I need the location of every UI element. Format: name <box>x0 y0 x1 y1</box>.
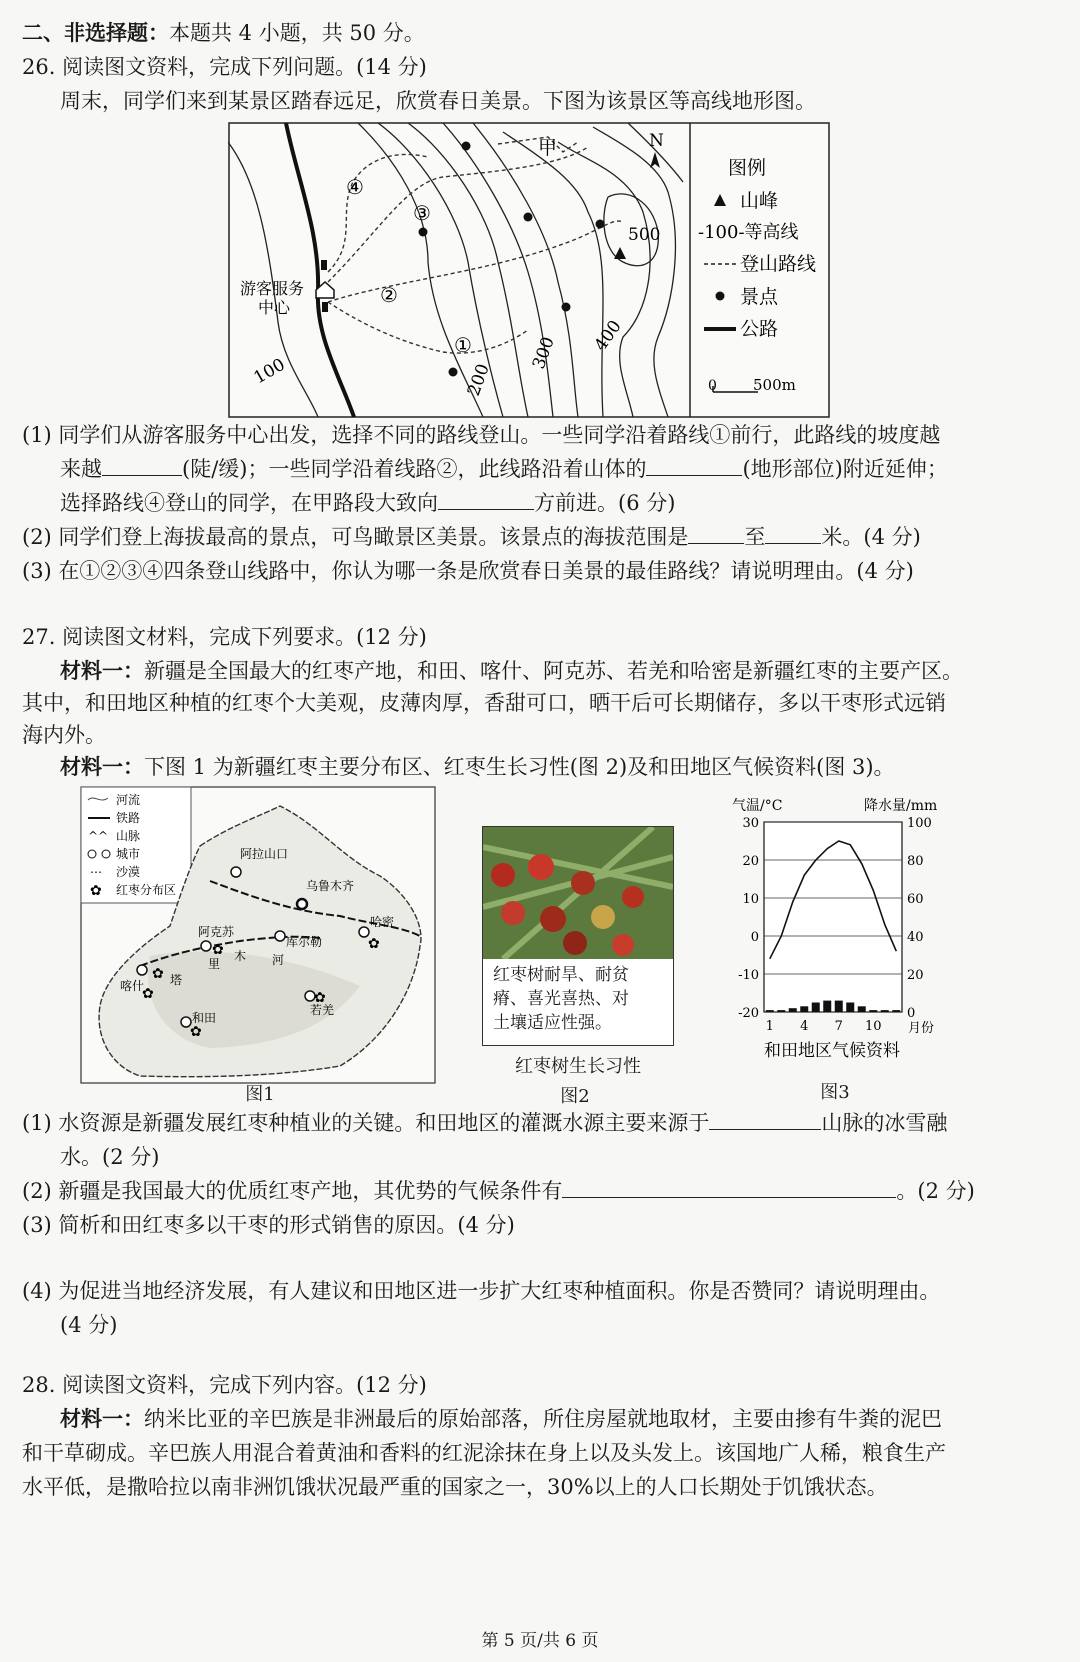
chart-y2-tick: 20 <box>907 968 924 983</box>
q26-1-text: 选择路线④登山的同学，在甲路段大致向 <box>60 491 438 515</box>
material-text: 下图 1 为新疆红枣主要分布区、红枣生长习性(图 2)及和田地区气候资料(图 3)。 <box>144 755 895 779</box>
place-ruoqiang: 若羌 <box>310 1003 335 1017</box>
q26-1-text: 来越 <box>60 457 102 481</box>
answer-blank[interactable] <box>709 1109 821 1130</box>
material-label: 材料一： <box>60 1406 144 1431</box>
fig2-box <box>482 826 674 1046</box>
chart-y-tick: 20 <box>742 854 759 869</box>
fig2-text <box>483 959 673 1039</box>
precip-bar <box>800 1006 808 1012</box>
answer-blank[interactable] <box>562 1177 896 1198</box>
q26-1-line1: (1) 同学们从游客服务中心出发，选择不同的路线登山。一些同学沿着路线①前行，此路线的坡度越 <box>22 423 941 447</box>
legend-desert: 沙漠 <box>116 865 141 879</box>
fig3-caption: 图3 <box>820 1082 850 1103</box>
contour-label-100: 100 <box>250 354 289 389</box>
chart-x-unit: 月份 <box>908 1021 935 1036</box>
river-char-mu: 木 <box>234 949 247 963</box>
legend-railway: 铁路 <box>116 811 141 825</box>
place-alashankou: 阿拉山口 <box>240 847 289 861</box>
legend-spot-icon <box>716 292 725 301</box>
chart-y-tick: 0 <box>750 930 759 945</box>
legend-city: 城市 <box>116 847 141 861</box>
scale-zero: 0 <box>708 378 717 394</box>
scenic-spot <box>449 368 458 377</box>
legend-title: 图例 <box>728 157 767 179</box>
q26-2 <box>22 522 1058 552</box>
answer-blank[interactable] <box>102 455 182 476</box>
river-char-ta: 塔 <box>170 973 183 987</box>
route-label-3: ③ <box>413 201 431 225</box>
q27-2-text: (2) 新疆是我国最大的优质红枣产地，其优势的气候条件有 <box>22 1179 563 1203</box>
q27-m1-line2: 其中，和田地区种植的红枣个大美观，皮薄肉厚，香甜可口，晒干后可长期储存，多以干枣形式远销 <box>22 691 946 715</box>
climate-chart <box>728 796 958 1066</box>
q26-3: (3) 在①②③④四条登山线路中，你认为哪一条是欣赏春日美景的最佳路线？请说明理由。(4 分) <box>22 559 914 583</box>
q27-title: 27. 阅读图文材料，完成下列要求。(12 分) <box>22 625 427 649</box>
place-hami: 哈密 <box>370 915 395 929</box>
jujube-photo <box>483 827 673 959</box>
chart-frame <box>764 822 902 1012</box>
fig2-caption: 图2 <box>560 1086 590 1107</box>
q26-1-text: (陡/缓)；一些同学沿着线路②，此线路沿着山体的 <box>182 457 647 481</box>
q27-m1-line3: 海内外。 <box>22 723 106 747</box>
scenic-spot <box>596 220 605 229</box>
legend-contour: -100-等高线 <box>698 222 799 243</box>
fig2-subtitle: 红枣树生长习性 <box>515 1056 641 1077</box>
precip-bar <box>835 1001 843 1012</box>
material-text: 纳米比亚的辛巴族是非洲最后的原始部落，所住房屋就地取材，主要由掺有牛粪的泥巴 <box>144 1407 942 1431</box>
chart-y-tick: 30 <box>742 816 759 831</box>
city-marker <box>231 867 241 877</box>
precip-bar <box>789 1008 797 1012</box>
place-urumqi: 乌鲁木齐 <box>306 879 355 893</box>
place-hotan: 和田 <box>192 1011 217 1025</box>
chart-title: 和田地区气候资料 <box>764 1041 900 1061</box>
q27-m1-line1 <box>60 656 1058 686</box>
q26-title: 26. 阅读图文资料，完成下列问题。(14 分) <box>22 55 427 79</box>
material-label: 材料一： <box>60 754 144 779</box>
precip-bar <box>766 1010 774 1012</box>
q27-4-cont: (4 分) <box>60 1313 118 1337</box>
fig2-text-line: 红枣树耐旱、耐贫 <box>493 965 629 985</box>
chart-x-tick: 4 <box>800 1019 809 1034</box>
q27-1-text: 山脉的冰雪融 <box>821 1111 948 1135</box>
svg-text:✿: ✿ <box>368 936 380 952</box>
contour-label-200: 200 <box>463 361 494 399</box>
legend-road: 公路 <box>740 318 779 340</box>
q26-1-line2 <box>60 454 1058 484</box>
svg-text:✿: ✿ <box>190 1024 202 1040</box>
q26-1-line3 <box>60 488 1058 518</box>
page-footer: 第 5 页/共 6 页 <box>481 1631 599 1651</box>
chart-y-tick: 10 <box>742 892 759 907</box>
legend-spot: 景点 <box>740 286 779 308</box>
chart-y2-tick: 80 <box>907 854 924 869</box>
material-label: 材料一： <box>60 658 144 683</box>
chart-y-tick: -10 <box>738 968 759 983</box>
legend-jujube: 红枣分布区 <box>116 883 177 897</box>
chart-x-tick: 7 <box>834 1019 843 1034</box>
contour-label-500: 500 <box>628 225 661 245</box>
section-header-bold: 二、非选择题： <box>22 20 169 45</box>
q28-m1-line2: 和干草砌成。辛巴族人用混合着黄油和香料的红泥涂抹在身上以及头发上。该国地广人稀，粮食生产 <box>22 1441 946 1465</box>
legend-jujube-icon: ✿ <box>90 883 102 899</box>
xinjiang-map <box>80 786 436 1084</box>
place-kashi: 喀什 <box>120 979 145 993</box>
q27-1-cont: 水。(2 分) <box>60 1145 160 1169</box>
q27-2 <box>22 1176 1058 1206</box>
legend-peak: 山峰 <box>740 190 779 212</box>
q26-2-text: 至 <box>744 525 766 549</box>
scenic-spot <box>562 303 571 312</box>
city-marker <box>201 941 211 951</box>
shelter-marker <box>321 260 327 270</box>
route-label-4: ④ <box>346 175 364 199</box>
contour-map <box>228 122 830 418</box>
scenic-spot <box>462 142 471 151</box>
legend-route: 登山路线 <box>740 253 817 275</box>
chart-y2-tick: 40 <box>907 930 924 945</box>
place-korla: 库尔勒 <box>286 935 323 949</box>
q27-1 <box>22 1108 1058 1138</box>
svg-text:✿: ✿ <box>142 986 154 1002</box>
chart-y2-tick: 60 <box>907 892 924 907</box>
q26-1-text: 方前进。(6 分) <box>534 491 676 515</box>
answer-blank[interactable] <box>646 455 742 476</box>
answer-blank[interactable] <box>438 489 534 510</box>
scenic-spot <box>524 213 533 222</box>
legend-desert-icon: ⋯ <box>90 865 102 879</box>
svg-text:✿: ✿ <box>152 966 164 982</box>
contour-label-300: 300 <box>528 334 559 372</box>
q26-intro: 周末，同学们来到某景区踏春远足，欣赏春日美景。下图为该景区等高线地形图。 <box>60 89 816 113</box>
jia-label: 甲 <box>538 137 558 159</box>
answer-blank[interactable] <box>688 523 744 544</box>
chart-y2label: 降水量/mm <box>864 798 938 814</box>
q27-1-text: (1) 水资源是新疆发展红枣种植业的关键。和田地区的灌溉水源主要来源于 <box>22 1111 710 1135</box>
q28-title: 28. 阅读图文资料，完成下列内容。(12 分) <box>22 1373 427 1397</box>
fig1-caption: 图1 <box>245 1084 275 1105</box>
chart-y2-tick: 100 <box>907 816 932 831</box>
place-aksu: 阿克苏 <box>198 925 235 939</box>
q26-1-text: (地形部位)附近延伸； <box>742 457 948 481</box>
fig2-text-line: 土壤适应性强。 <box>493 1013 612 1033</box>
city-marker <box>137 965 147 975</box>
city-marker <box>297 899 307 909</box>
section-header-rest: 本题共 4 小题，共 50 分。 <box>169 21 425 45</box>
legend-mountain: 山脉 <box>116 829 141 843</box>
svg-text:✿: ✿ <box>212 942 224 958</box>
service-center-label-2: 中心 <box>258 298 291 317</box>
scenic-spot <box>419 228 428 237</box>
material-text: 新疆是全国最大的红枣产地，和田、喀什、阿克苏、若羌和哈密是新疆红枣的主要产区。 <box>144 659 963 683</box>
precip-bar <box>892 1010 900 1012</box>
legend-river: 河流 <box>116 793 141 807</box>
river-char-li: 里 <box>208 957 221 971</box>
scale-500m: 500m <box>753 376 796 394</box>
section-header <box>22 18 1058 48</box>
precip-bar <box>846 1003 854 1013</box>
answer-blank[interactable] <box>765 523 821 544</box>
city-marker <box>275 931 285 941</box>
q27-3: (3) 简析和田红枣多以干枣的形式销售的原因。(4 分) <box>22 1213 515 1237</box>
north-label: N <box>649 131 664 151</box>
chart-y-tick: -20 <box>738 1006 759 1021</box>
legend-mountain-icon: ^^ <box>88 829 109 843</box>
chart-x-tick: 1 <box>765 1019 774 1034</box>
q27-2-text: 。(2 分) <box>896 1179 975 1203</box>
precip-bar <box>881 1010 889 1012</box>
shelter-marker <box>322 302 328 312</box>
river-char-he: 河 <box>272 953 285 967</box>
svg-text:✿: ✿ <box>314 990 326 1006</box>
route-label-1: ① <box>454 333 472 357</box>
q26-2-text: 米。(4 分) <box>821 525 921 549</box>
chart-x-tick: 10 <box>864 1019 882 1034</box>
chart-ylabel: 气温/°C <box>732 798 783 814</box>
precip-bar <box>777 1010 785 1012</box>
route-label-2: ② <box>380 283 398 307</box>
fig2-text-line: 瘠、喜光喜热、对 <box>493 989 629 1009</box>
q28-m1-line3: 水平低，是撒哈拉以南非洲饥饿状况最严重的国家之一，30%以上的人口长期处于饥饿状态。 <box>22 1475 888 1499</box>
q26-2-text: (2) 同学们登上海拔最高的景点，可鸟瞰景区美景。该景点的海拔范围是 <box>22 525 689 549</box>
q27-4: (4) 为促进当地经济发展，有人建议和田地区进一步扩大红枣种植面积。你是否赞同？请说明理由。 <box>22 1279 941 1303</box>
precip-bar <box>858 1006 866 1012</box>
precip-bar <box>812 1003 820 1013</box>
chart-y2-tick: 0 <box>907 1006 916 1021</box>
q27-m2 <box>60 752 1058 782</box>
q28-m1-line1 <box>60 1404 1058 1434</box>
precip-bar <box>869 1010 877 1012</box>
precip-bar <box>823 1001 831 1012</box>
contour-label-400: 400 <box>590 316 626 355</box>
service-center-label-1: 游客服务 <box>240 279 305 298</box>
